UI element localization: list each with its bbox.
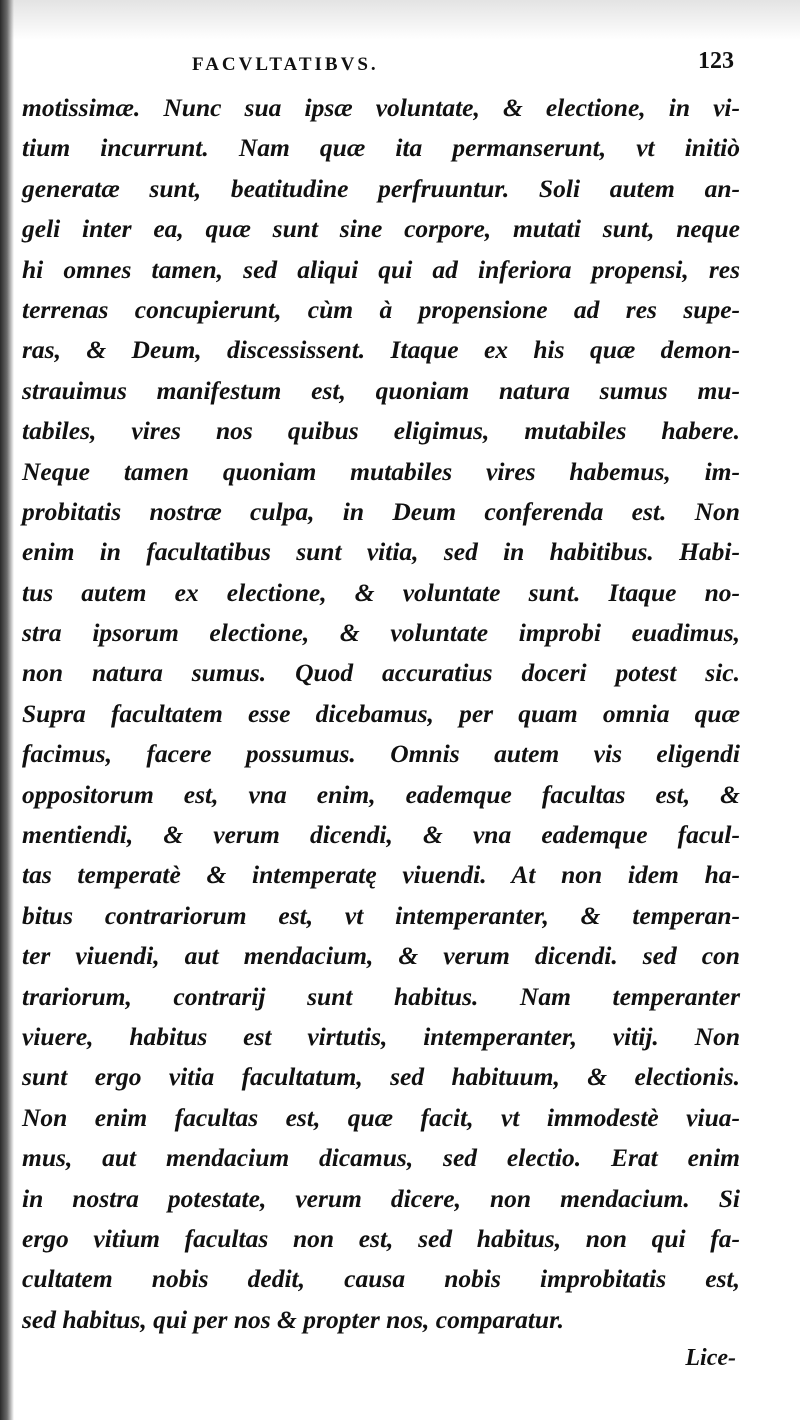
text-line: trariorum, contrarij sunt habitus. Nam temperanter	[22, 981, 740, 1011]
text-line: generatæ sunt, beatitudine perfruuntur. Soli autem an-	[22, 173, 740, 203]
text-line: cultatem nobis dedit, causa nobis improbitatis est,	[22, 1264, 740, 1294]
text-line: non natura sumus. Quod accuratius doceri potest sic.	[22, 658, 740, 688]
text-line: strauimus manifestum est, quoniam natura sumus mu-	[22, 375, 740, 405]
text-line: Non enim facultas est, quæ facit, vt immodestè viua-	[22, 1102, 740, 1132]
catchword: Lice-	[685, 1345, 736, 1372]
text-line: motissimæ. Nunc sua ipsæ voluntate, & electione, in vi-	[22, 93, 740, 122]
text-line: hi omnes tamen, sed aliqui qui ad inferiora propensi, res	[22, 254, 740, 284]
text-line: tabiles, vires nos quibus eligimus, mutabiles habere.	[22, 416, 740, 446]
text-line: probitatis nostræ culpa, in Deum conferenda est. Non	[22, 496, 740, 526]
text-line: facimus, facere possumus. Omnis autem vis eligendi	[22, 739, 740, 769]
running-head	[22, 48, 740, 88]
text-line: ter viuendi, aut mendacium, & verum dicendi. sed con	[22, 941, 740, 971]
text-line: viuere, habitus est virtutis, intemperanter, vitij. Non	[22, 1021, 740, 1051]
text-line: stra ipsorum electione, & voluntate improbi euadimus,	[22, 618, 740, 648]
text-line: sed habitus, qui per nos & propter nos, comparatur.	[22, 1304, 564, 1334]
text-line: sunt ergo vitia facultatum, sed habituum, & electionis.	[22, 1062, 740, 1092]
page-number: 123	[698, 48, 734, 74]
text-line: ergo vitium facultas non est, sed habitus, non qui fa-	[22, 1223, 740, 1253]
scan-top-shading	[0, 0, 800, 40]
text-line: geli inter ea, quæ sunt sine corpore, mutati sunt, neque	[22, 214, 740, 244]
text-line: tium incurrunt. Nam quæ ita permanserunt, vt initiò	[22, 133, 740, 163]
book-page	[22, 48, 740, 1376]
running-title: FACVLTATIBVS.	[192, 54, 379, 75]
text-line: in nostra potestate, verum dicere, non mendacium. Si	[22, 1183, 740, 1213]
text-line: Supra facultatem esse dicebamus, per quam omnia quæ	[22, 698, 740, 728]
text-line: terrenas concupierunt, cùm à propensione ad res supe-	[22, 294, 740, 324]
text-line: Neque tamen quoniam mutabiles vires habemus, im-	[22, 456, 740, 486]
text-line: tus autem ex electione, & voluntate sunt. Itaque no-	[22, 577, 740, 607]
text-line: oppositorum est, vna enim, eademque facultas est, &	[22, 779, 740, 809]
text-line: mus, aut mendacium dicamus, sed electio. Erat enim	[22, 1143, 740, 1173]
text-line: enim in facultatibus sunt vitia, sed in habitibus. Habi-	[22, 537, 740, 567]
scan-gutter-shadow	[0, 0, 14, 1420]
text-line: mentiendi, & verum dicendi, & vna eademque facul-	[22, 820, 740, 850]
text-line: bitus contrariorum est, vt intemperanter, & temperan-	[22, 900, 740, 930]
text-line: tas temperatè & intemperatę viuendi. At non idem ha-	[22, 860, 740, 890]
body-text	[22, 88, 740, 1340]
text-line: ras, & Deum, discessissent. Itaque ex his quæ demon-	[22, 335, 740, 365]
